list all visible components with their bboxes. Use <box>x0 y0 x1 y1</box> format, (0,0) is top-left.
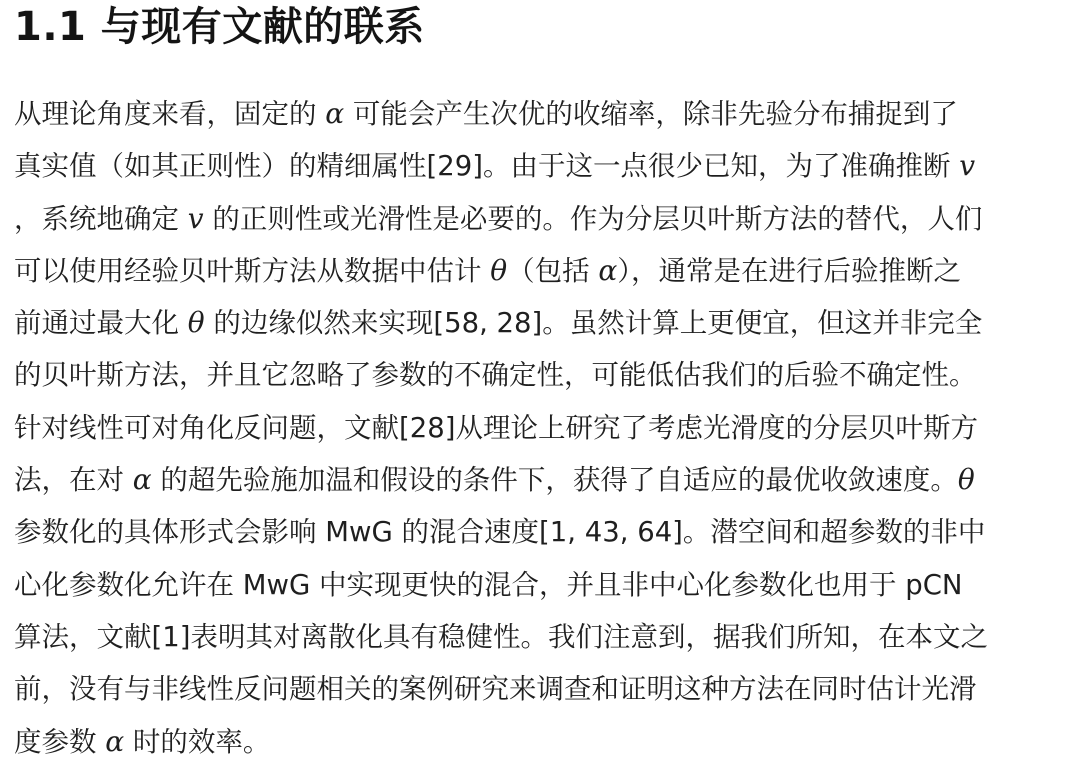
paragraph-line <box>14 611 1074 663</box>
body-paragraph <box>14 88 1074 768</box>
math-symbol: v <box>187 201 204 235</box>
text-segment: 的超先验施加温和假设的条件下，获得了自适应的最优收敛速度。 <box>151 464 958 497</box>
text-segment: 可以使用经验贝叶斯方法从数据中估计 <box>14 254 491 287</box>
text-segment: 针对线性可对角化反问题，文献[28]从理论上研究了考虑光滑度的分层贝叶斯方 <box>14 411 978 444</box>
paragraph-line <box>14 349 1074 401</box>
text-segment: （包括 <box>507 254 599 287</box>
paragraph-line <box>14 559 1074 611</box>
paragraph-line <box>14 506 1074 558</box>
text-segment: 从理论角度来看，固定的 <box>14 98 326 130</box>
text-segment: 法，在对 <box>14 464 133 497</box>
text-segment: 心化参数化允许在 MwG 中实现更快的混合，并且非中心化参数化也用于 pCN <box>14 568 963 601</box>
paragraph-line <box>14 454 1074 506</box>
math-symbol: θ <box>490 253 508 287</box>
text-segment: 度参数 <box>14 725 106 758</box>
text-segment: 时的效率。 <box>124 725 271 758</box>
paragraph-line <box>14 140 1074 192</box>
text-segment: 的贝叶斯方法，并且它忽略了参数的不确定性，可能低估我们的后验不确定性。 <box>14 359 977 392</box>
paragraph-line <box>14 245 1074 297</box>
text-segment: ，系统地确定 <box>14 202 188 235</box>
math-symbol: α <box>325 97 345 130</box>
text-segment: 前通过最大化 <box>14 307 188 340</box>
math-symbol: α <box>598 253 618 287</box>
paragraph-line <box>14 193 1074 245</box>
text-segment: 前，没有与非线性反问题相关的案例研究来调查和证明这种方法在同时估计光滑 <box>14 673 977 706</box>
math-symbol: θ <box>957 463 975 497</box>
math-symbol: v <box>959 149 976 183</box>
paragraph-line <box>14 402 1074 454</box>
text-segment: 的正则性或光滑性是必要的。作为分层贝叶斯方法的替代，人们 <box>203 202 983 235</box>
math-symbol: α <box>105 724 125 758</box>
paragraph-line <box>14 716 1074 768</box>
section-heading: 1.1 与现有文献的联系 <box>14 4 425 50</box>
text-segment: ），通常是在进行后验推断之 <box>617 254 962 287</box>
text-segment: 可能会产生次优的收缩率，除非先验分布捕捉到了 <box>344 98 958 130</box>
text-segment: 的边缘似然来实现[58, 28]。虽然计算上更便宜，但这并非完全 <box>204 307 983 340</box>
paragraph-line <box>14 88 1074 140</box>
math-symbol: θ <box>187 306 205 340</box>
text-segment: 真实值（如其正则性）的精细属性[29]。由于这一点很少已知，为了准确推断 <box>14 150 960 183</box>
text-segment: 算法，文献[1]表明其对离散化具有稳健性。我们注意到，据我们所知，在本文之 <box>14 620 988 653</box>
math-symbol: α <box>132 463 152 497</box>
paragraph-line <box>14 297 1074 349</box>
text-segment: 参数化的具体形式会影响 MwG 的混合速度[1, 43, 64]。潜空间和超参数的非中 <box>14 516 986 549</box>
paragraph-line <box>14 663 1074 715</box>
